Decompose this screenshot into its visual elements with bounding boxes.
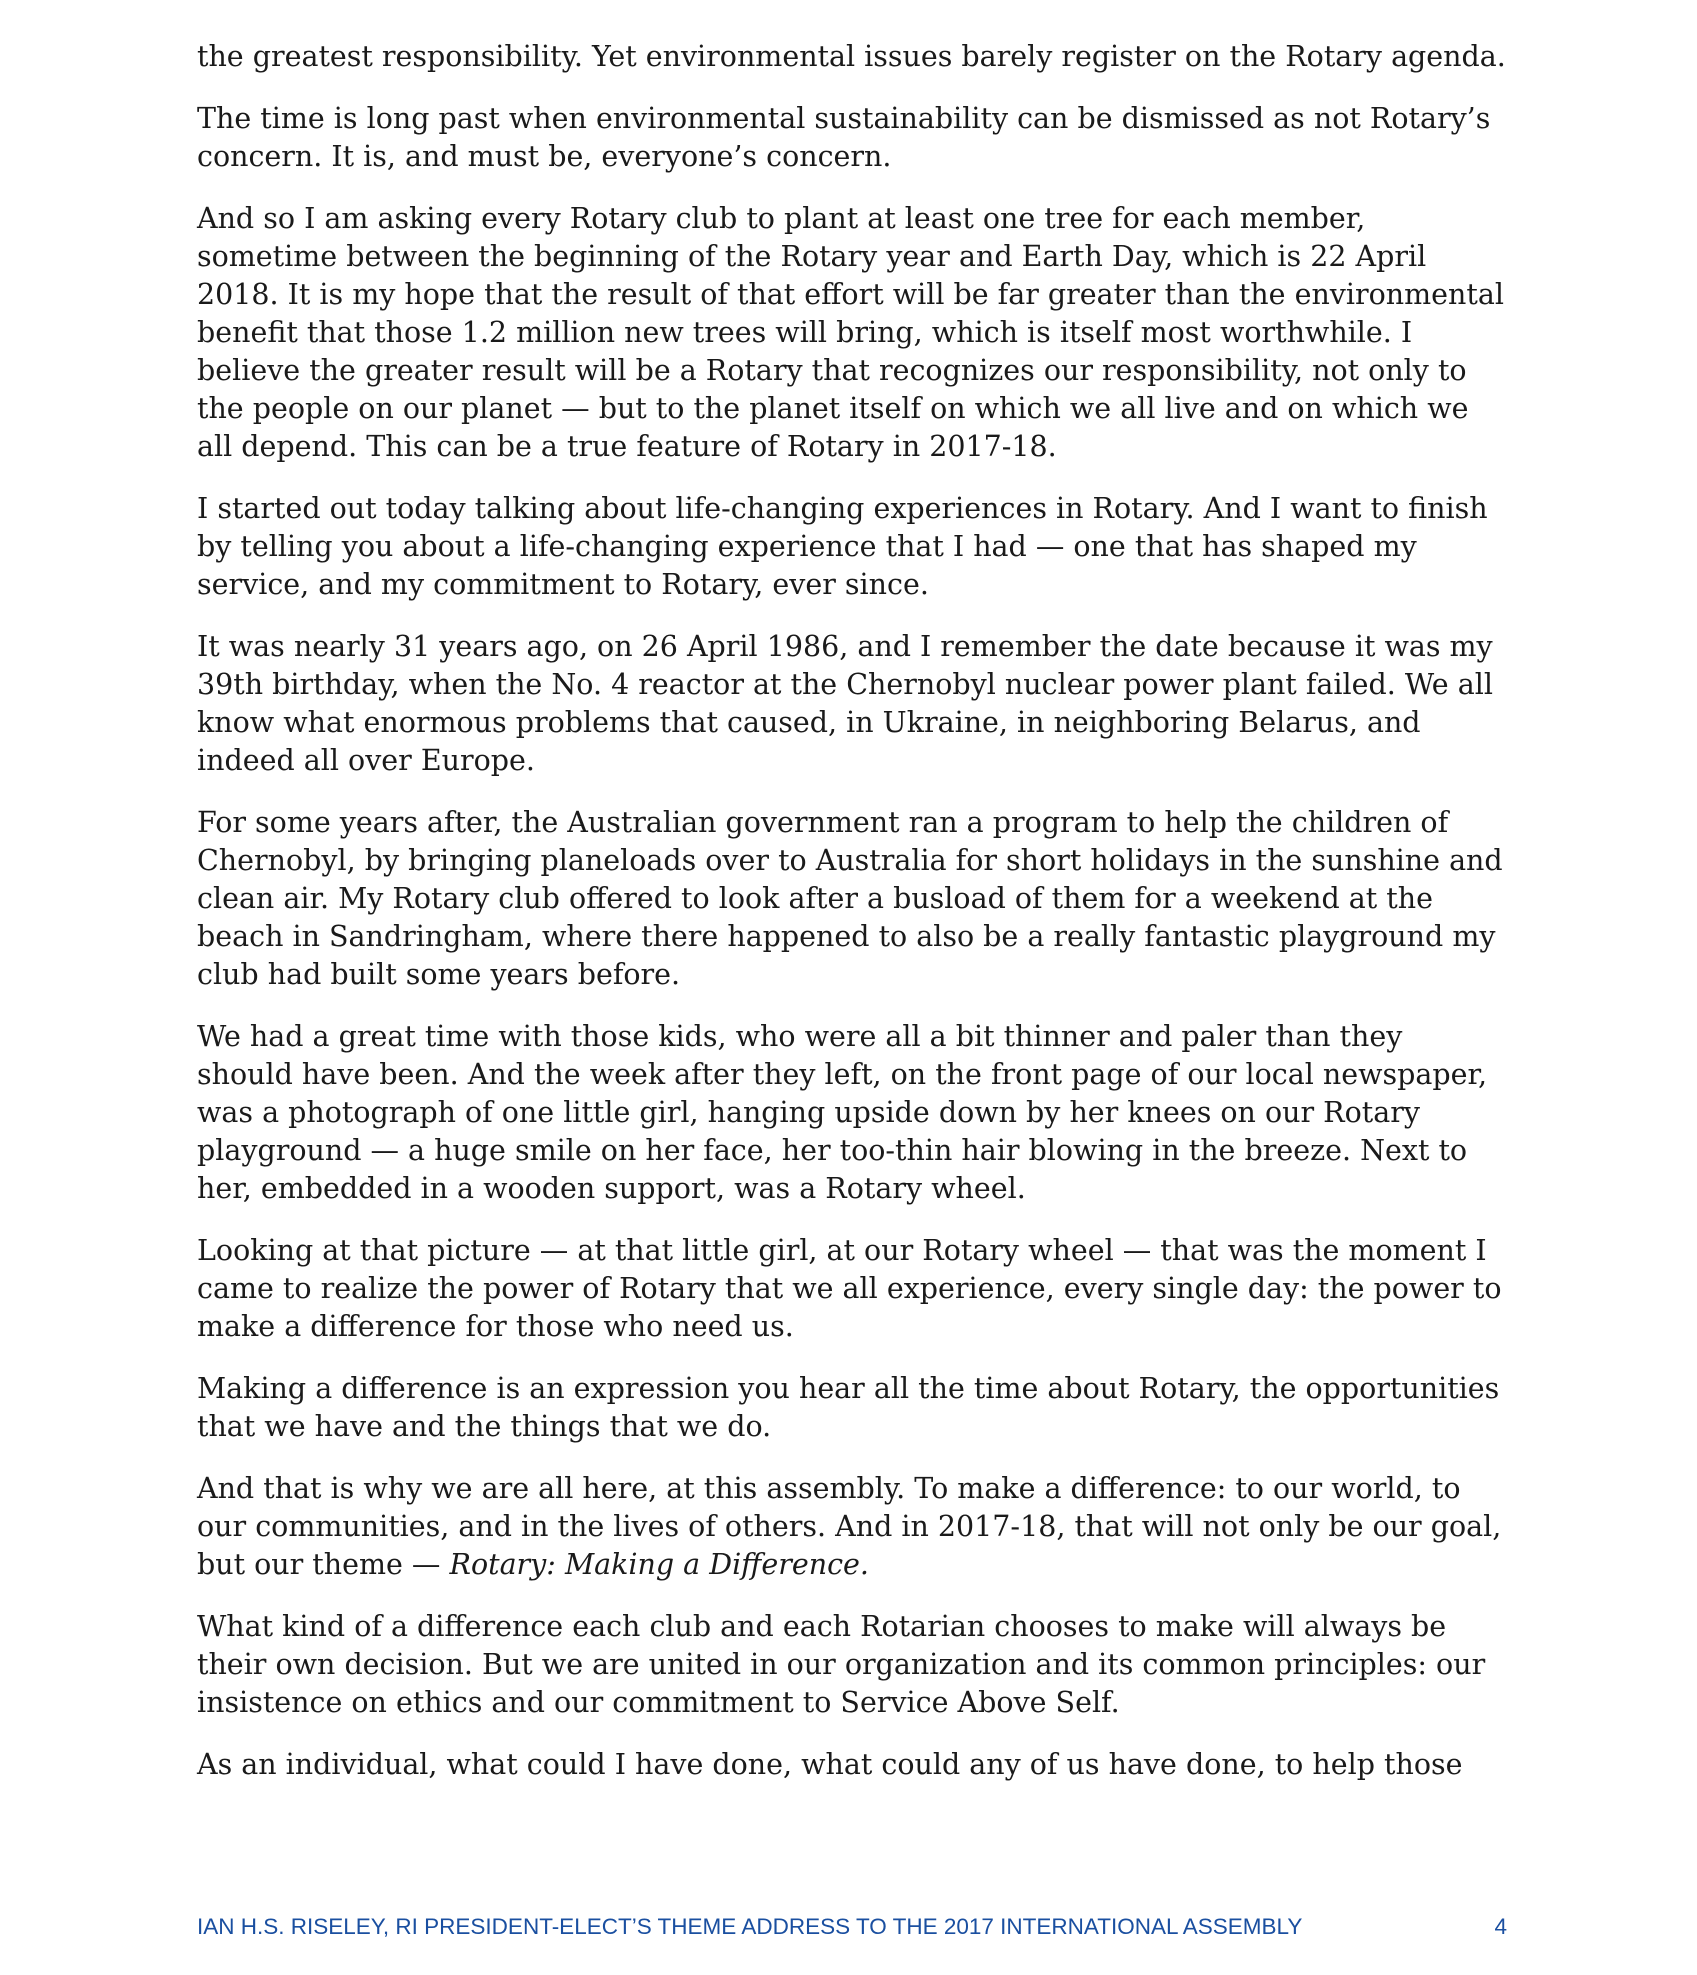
page-footer xyxy=(197,1914,1507,1944)
paragraph: The time is long past when environmental sustainability can be dismissed as not Rotary’s concern. It is, and must be, everyone’s concern. xyxy=(197,102,1491,173)
theme-title: Rotary: Making a Difference. xyxy=(449,1548,869,1581)
paragraph: the greatest responsibility. Yet environmental issues barely register on the Rotary agenda. xyxy=(197,40,1506,73)
body-text xyxy=(197,38,1507,1808)
paragraph: Making a difference is an expression you hear all the time about Rotary, the opportunities that we have and the things that we do. xyxy=(197,1372,1500,1443)
paragraph: As an individual, what could I have done, what could any of us have done, to help those xyxy=(197,1748,1463,1781)
theme-paragraph-lead: And that is why we are all here, at this assembly. To make a difference: to our world, to our communities, and in the lives of others. And in 2017-18, that will not only be our goal, but our theme — xyxy=(197,1472,1502,1581)
paragraph: For some years after, the Australian government ran a program to help the children of Chernobyl, by bringing planeloads over to Australia for short holidays in the sunshine and clean air. My Rotary club offered to look after a busload of them for a weekend at the beach in Sandringham, where there happened to also be a really fantastic playground my club had built some years before. xyxy=(197,806,1503,991)
paragraph: Looking at that picture — at that little girl, at our Rotary wheel — that was the moment I came to realize the power of Rotary that we all experience, every single day: the power to make a difference for those who need us. xyxy=(197,1234,1502,1343)
paragraph: I started out today talking about life-changing experiences in Rotary. And I want to finish by telling you about a life-changing experience that I had — one that has shaped my service, and my commitment to Rotary, ever since. xyxy=(197,492,1488,601)
paragraph: And so I am asking every Rotary club to plant at least one tree for each member, sometime between the beginning of the Rotary year and Earth Day, which is 22 April 2018. It is my hope that the result of that effort will be far greater than the environmental benefit that those 1.2 million new trees will bring, which is itself most worthwhile. I believe the greater result will be a Rotary that recognizes our responsibility, not only to the people on our planet — but to the planet itself on which we all live and on which we all depend. This can be a true feature of Rotary in 2017-18. xyxy=(197,202,1504,463)
page-number: 4 xyxy=(1494,1914,1507,1939)
theme-paragraph xyxy=(197,1470,1507,1584)
footer-title: IAN H.S. RISELEY, RI PRESIDENT-ELECT’S THEME ADDRESS TO THE 2017 INTERNATIONAL ASSEMBLY xyxy=(197,1914,1303,1939)
paragraph: We had a great time with those kids, who were all a bit thinner and paler than they should have been. And the week after they left, on the front page of our local newspaper, was a photograph of one little girl, hanging upside down by her knees on our Rotary playground — a huge smile on her face, her too-thin hair blowing in the breeze. Next to her, embedded in a wooden support, was a Rotary wheel. xyxy=(197,1020,1488,1205)
paragraph: It was nearly 31 years ago, on 26 April 1986, and I remember the date because it was my 39th birthday, when the No. 4 reactor at the Chernobyl nuclear power plant failed. We all know what enormous problems that caused, in Ukraine, in neighboring Belarus, and indeed all over Europe. xyxy=(197,630,1493,777)
paragraph: What kind of a difference each club and each Rotarian chooses to make will always be their own decision. But we are united in our organization and its common principles: our insistence on ethics and our commitment to Service Above Self. xyxy=(197,1610,1486,1719)
